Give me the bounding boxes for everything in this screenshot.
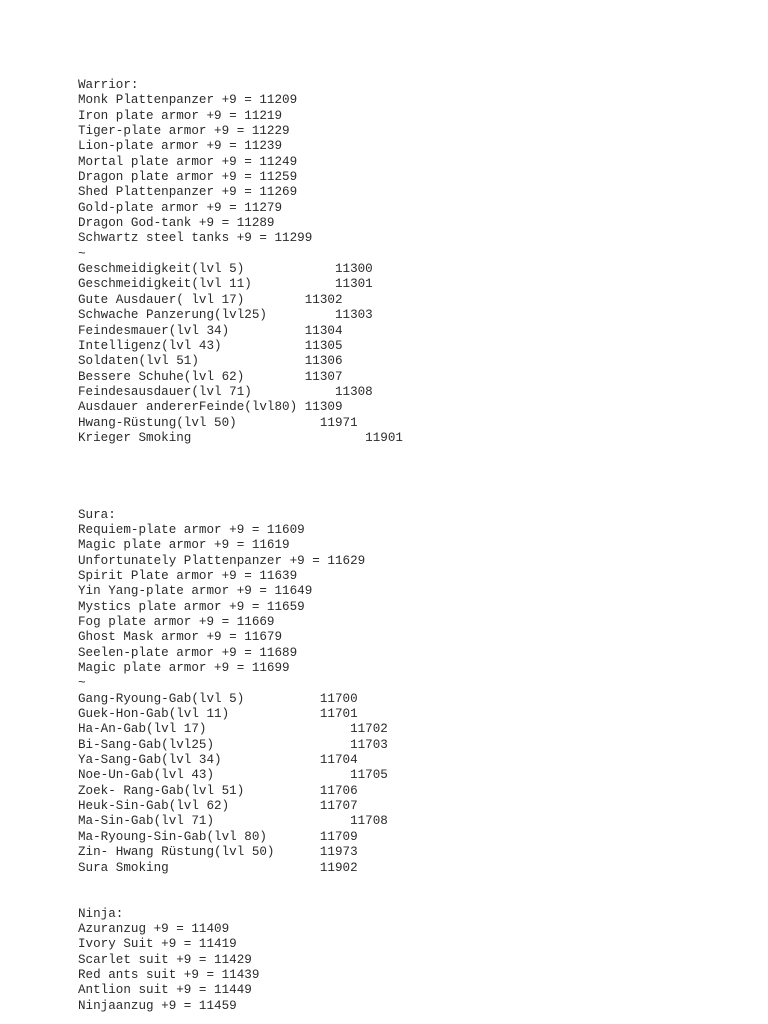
armor-line: Lion-plate armor +9 = 11239 <box>78 139 283 154</box>
warrior-section <box>78 78 748 446</box>
item-line: Krieger Smoking 11901 <box>78 430 403 445</box>
armor-line: Mortal plate armor +9 = 11249 <box>78 154 298 169</box>
section-title: Warrior: <box>78 78 139 92</box>
armor-line: Gold-plate armor +9 = 11279 <box>78 200 283 215</box>
section-title: Sura: <box>78 507 116 522</box>
armor-line: Antlion suit +9 = 11449 <box>78 983 252 998</box>
item-line: Sura Smoking 11902 <box>78 860 358 875</box>
item-line: Noe-Un-Gab(lvl 43) 11705 <box>78 768 388 783</box>
item-line: Bi-Sang-Gab(lvl25) 11703 <box>78 737 388 752</box>
armor-line: Seelen-plate armor +9 = 11689 <box>78 645 298 660</box>
armor-line: Magic plate armor +9 = 11699 <box>78 661 290 676</box>
spacer <box>78 876 748 907</box>
item-line: Schwache Panzerung(lvl25) 11303 <box>78 308 373 323</box>
item-line: Ma-Sin-Gab(lvl 71) 11708 <box>78 814 388 829</box>
armor-line: Tiger-plate armor +9 = 11229 <box>78 124 290 139</box>
item-line: Feindesmauer(lvl 34) 11304 <box>78 323 343 338</box>
item-line: Zoek- Rang-Gab(lvl 51) 11706 <box>78 783 358 798</box>
armor-line: Requiem-plate armor +9 = 11609 <box>78 522 305 537</box>
item-line: Heuk-Sin-Gab(lvl 62) 11707 <box>78 799 358 814</box>
item-line: Hwang-Rüstung(lvl 50) 11971 <box>78 415 358 430</box>
item-line: Bessere Schuhe(lvl 62) 11307 <box>78 369 343 384</box>
item-line: Geschmeidigkeit(lvl 5) 11300 <box>78 262 373 277</box>
item-line: Zin- Hwang Rüstung(lvl 50) 11973 <box>78 845 358 860</box>
armor-line: Dragon God-tank +9 = 11289 <box>78 216 275 231</box>
armor-line: Red ants suit +9 = 11439 <box>78 967 260 982</box>
armor-line: Schwartz steel tanks +9 = 11299 <box>78 231 313 246</box>
armor-line: Ghost Mask armor +9 = 11679 <box>78 630 283 645</box>
section-title: Ninja: <box>78 906 124 921</box>
separator: ~ <box>78 246 86 261</box>
armor-line: Dragon plate armor +9 = 11259 <box>78 170 298 185</box>
separator: ~ <box>78 676 86 691</box>
item-line: Geschmeidigkeit(lvl 11) 11301 <box>78 277 373 292</box>
armor-line: Monk Plattenpanzer +9 = 11209 <box>78 93 298 108</box>
armor-line: Mystics plate armor +9 = 11659 <box>78 599 305 614</box>
item-line: Gute Ausdauer( lvl 17) 11302 <box>78 292 343 307</box>
item-line: Soldaten(lvl 51) 11306 <box>78 354 343 369</box>
armor-line: Scarlet suit +9 = 11429 <box>78 952 252 967</box>
sura-section <box>78 508 748 876</box>
item-line: Ma-Ryoung-Sin-Gab(lvl 80) 11709 <box>78 829 358 844</box>
spacer <box>78 446 748 492</box>
document-page <box>78 78 748 1014</box>
armor-line: Ninjaanzug +9 = 11459 <box>78 998 237 1013</box>
armor-line: Azuranzug +9 = 11409 <box>78 921 230 936</box>
armor-line: Fog plate armor +9 = 11669 <box>78 615 275 629</box>
ninja-section <box>78 907 748 1014</box>
item-line: Ha-An-Gab(lvl 17) 11702 <box>78 722 388 737</box>
item-line: Feindesausdauer(lvl 71) 11308 <box>78 384 373 399</box>
armor-line: Unfortunately Plattenpanzer +9 = 11629 <box>78 553 366 568</box>
armor-line: Yin Yang-plate armor +9 = 11649 <box>78 584 313 599</box>
item-line: Intelligenz(lvl 43) 11305 <box>78 338 343 353</box>
item-line: Gang-Ryoung-Gab(lvl 5) 11700 <box>78 691 358 706</box>
armor-line: Magic plate armor +9 = 11619 <box>78 538 290 553</box>
item-line: Ausdauer andererFeinde(lvl80) 11309 <box>78 400 343 415</box>
armor-line: Ivory Suit +9 = 11419 <box>78 937 237 952</box>
item-line: Guek-Hon-Gab(lvl 11) 11701 <box>78 707 358 722</box>
spacer <box>78 492 748 507</box>
item-line: Ya-Sang-Gab(lvl 34) 11704 <box>78 753 358 768</box>
armor-line: Spirit Plate armor +9 = 11639 <box>78 568 298 583</box>
armor-line: Iron plate armor +9 = 11219 <box>78 108 283 123</box>
armor-line: Shed Plattenpanzer +9 = 11269 <box>78 185 298 200</box>
